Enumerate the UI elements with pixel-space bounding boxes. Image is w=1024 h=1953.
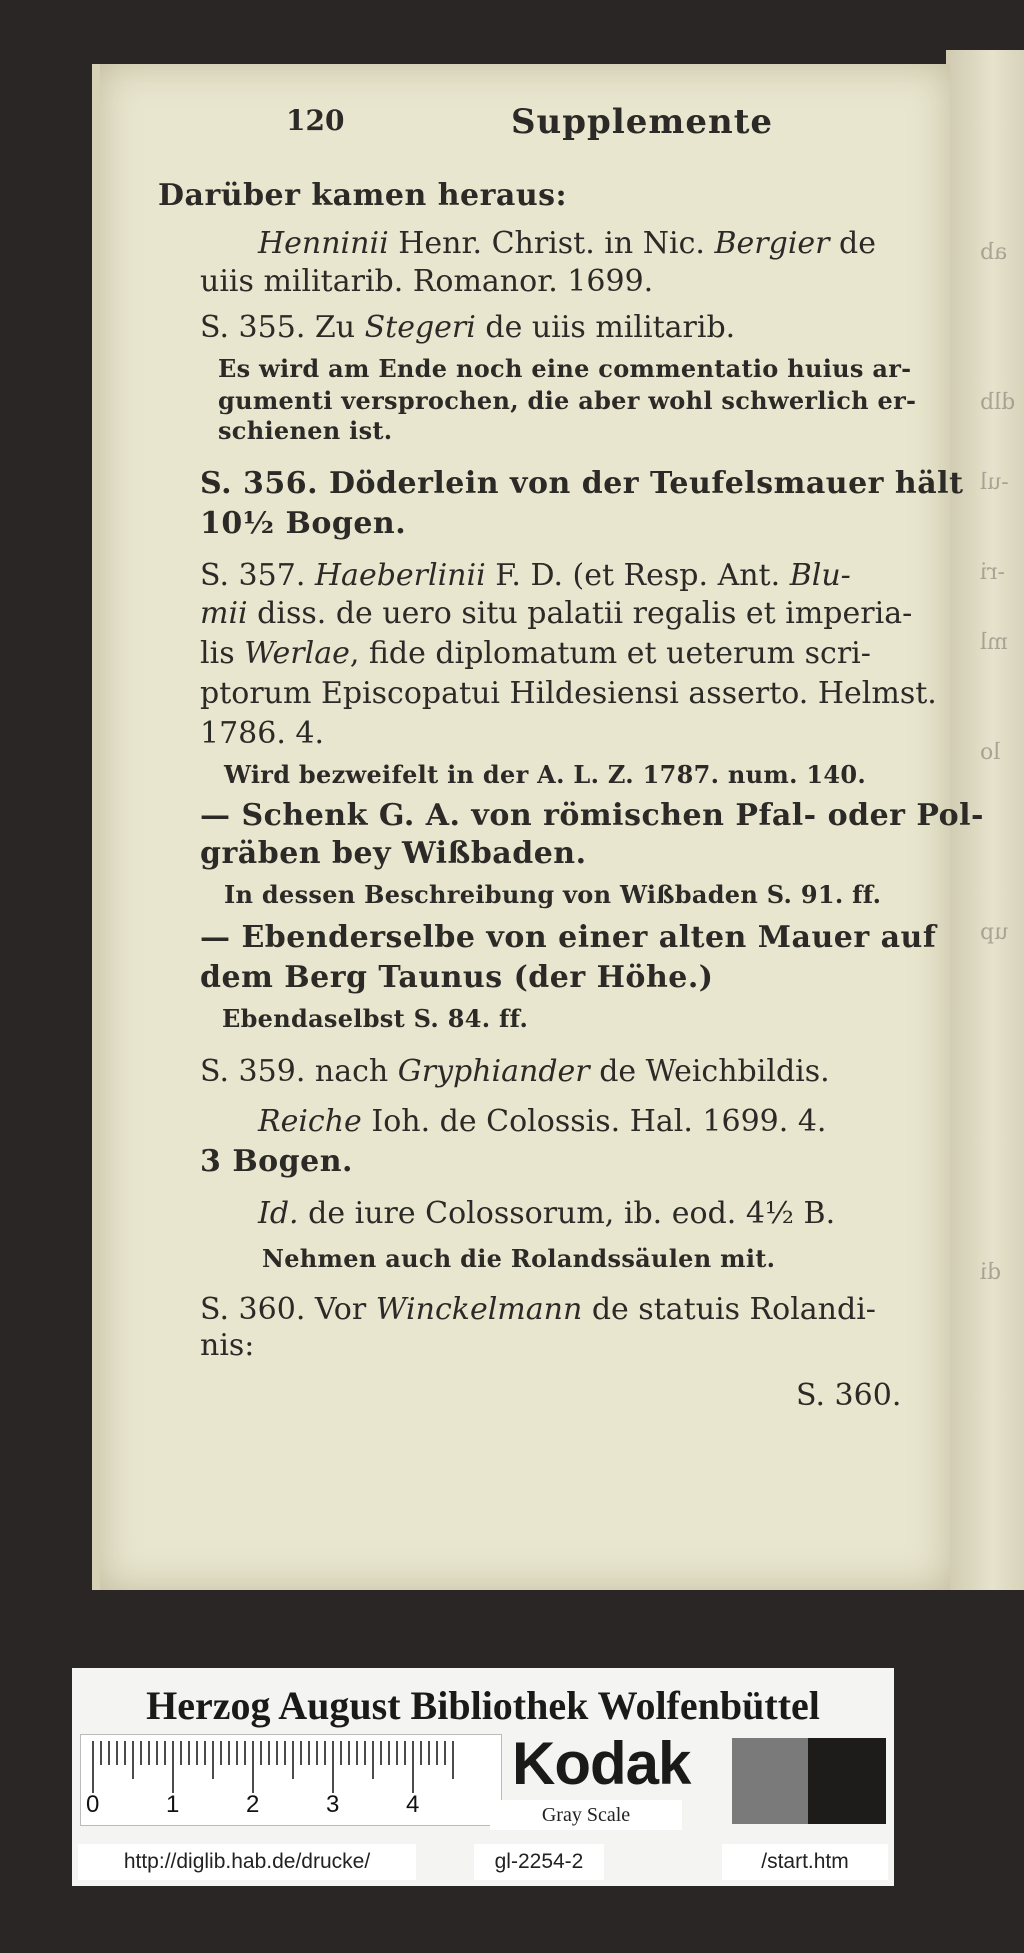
text-segment: Ioh. de Colossis. Hal. 1699. 4. [361, 1104, 827, 1139]
adjacent-page-edge: ab dlb -ul -ri ml lo up di [946, 50, 1024, 1590]
text-line: — Ebenderselbe von einer alten Mauer auf [200, 920, 937, 955]
url-prefix-label: http://diglib.hab.de/drucke/ [78, 1844, 416, 1880]
text-line: uiis militarib. Romanor. 1699. [200, 264, 654, 299]
text-line: 10½ Bogen. [200, 506, 407, 541]
italic-segment: Id. [258, 1196, 299, 1231]
text-segment: S. 355. Zu [200, 310, 365, 345]
text-segment: lis [200, 636, 245, 671]
text-line: In dessen Beschreibung von Wißbaden S. 91. ff. [224, 880, 882, 909]
gray-scale-label: Gray Scale [490, 1800, 682, 1830]
page-header [286, 102, 886, 152]
ruler-number-1: 1 [166, 1791, 180, 1818]
text-line: S. 356. Döderlein von der Teufelsmauer hält [200, 466, 964, 501]
digitization-footer [72, 1668, 894, 1886]
text-line: Es wird am Ende noch eine commentatio huius ar- [218, 354, 912, 383]
shelfmark-label: gl-2254-2 [474, 1844, 604, 1880]
italic-segment: Reiche [258, 1104, 362, 1139]
catchword: S. 360. [796, 1378, 902, 1413]
text-line: Ebendaselbst S. 84. ff. [222, 1004, 529, 1033]
kodak-logo: Kodak [512, 1730, 691, 1797]
text-line: gumenti versprochen, die aber wohl schwerlich er- [218, 386, 917, 415]
text-line: Nehmen auch die Rolandssäulen mit. [262, 1244, 776, 1273]
text-segment: de uiis militarib. [475, 310, 736, 345]
text-line: — Schenk G. A. von römischen Pfal- oder Pol- [200, 798, 985, 833]
text-line [200, 1054, 830, 1089]
text-line: ptorum Episcopatui Hildesiensi asserto. Helmst. [200, 676, 937, 711]
italic-segment: Stegeri [364, 310, 476, 345]
text-line [200, 558, 851, 593]
text-segment: de iure Colossorum, ib. eod. 4½ B. [298, 1196, 836, 1231]
text-line: Wird bezweifelt in der A. L. Z. 1787. num. 140. [224, 760, 867, 789]
text-line: 1786. 4. [200, 716, 325, 751]
ruler-number-3: 3 [326, 1791, 340, 1818]
italic-segment: Haeberlinii [314, 558, 486, 593]
page-number: 120 [286, 104, 345, 137]
text-segment: de Weichbildis. [589, 1054, 830, 1089]
text-line [258, 226, 876, 261]
italic-segment: Blu- [789, 558, 851, 593]
italic-segment: Winckelmann [375, 1292, 583, 1327]
text-segment: S. 360. Vor [200, 1292, 376, 1327]
url-suffix-label: /start.htm [722, 1844, 888, 1880]
text-segment: , fide diplomatum et ueterum scri- [349, 636, 871, 671]
italic-segment: Werlae [244, 636, 350, 671]
italic-segment: Gryphiander [397, 1054, 590, 1089]
text-line: gräben bey Wißbaden. [200, 836, 587, 871]
text-line [200, 596, 912, 631]
ruler-number-4: 4 [406, 1791, 420, 1818]
text-segment: F. D. (et Resp. Ant. [485, 558, 790, 593]
text-line [258, 1104, 826, 1139]
text-segment: de statuis Rolandi- [582, 1292, 876, 1327]
ruler-ticks [81, 1735, 501, 1825]
text-line [200, 636, 871, 671]
measurement-ruler [80, 1734, 502, 1826]
text-segment: S. 359. nach [200, 1054, 398, 1089]
running-head: Supplemente [511, 102, 774, 142]
gray-patch-dark [808, 1738, 886, 1824]
ruler-number-2: 2 [246, 1791, 260, 1818]
text-segment: de [829, 226, 877, 261]
gray-patch-mid [732, 1738, 808, 1824]
text-line [200, 1292, 876, 1327]
ruler-number-0: 0 [86, 1791, 100, 1818]
text-line [258, 1196, 835, 1231]
text-line: nis: [200, 1328, 255, 1363]
text-line: dem Berg Taunus (der Höhe.) [200, 960, 714, 995]
text-line: schienen ist. [218, 416, 393, 445]
library-name: Herzog August Bibliothek Wolfenbüttel [146, 1683, 820, 1728]
italic-segment: Henninii [258, 226, 389, 261]
text-segment: S. 357. [200, 558, 315, 593]
text-line: 3 Bogen. [200, 1144, 354, 1179]
italic-segment: Bergier [714, 226, 830, 261]
text-segment: diss. de uero situ palatii regalis et imperia- [247, 596, 913, 631]
text-line: Darüber kamen heraus: [158, 178, 568, 213]
text-line [200, 310, 735, 345]
text-segment: Henr. Christ. in Nic. [388, 226, 715, 261]
italic-segment: mii [200, 596, 248, 631]
